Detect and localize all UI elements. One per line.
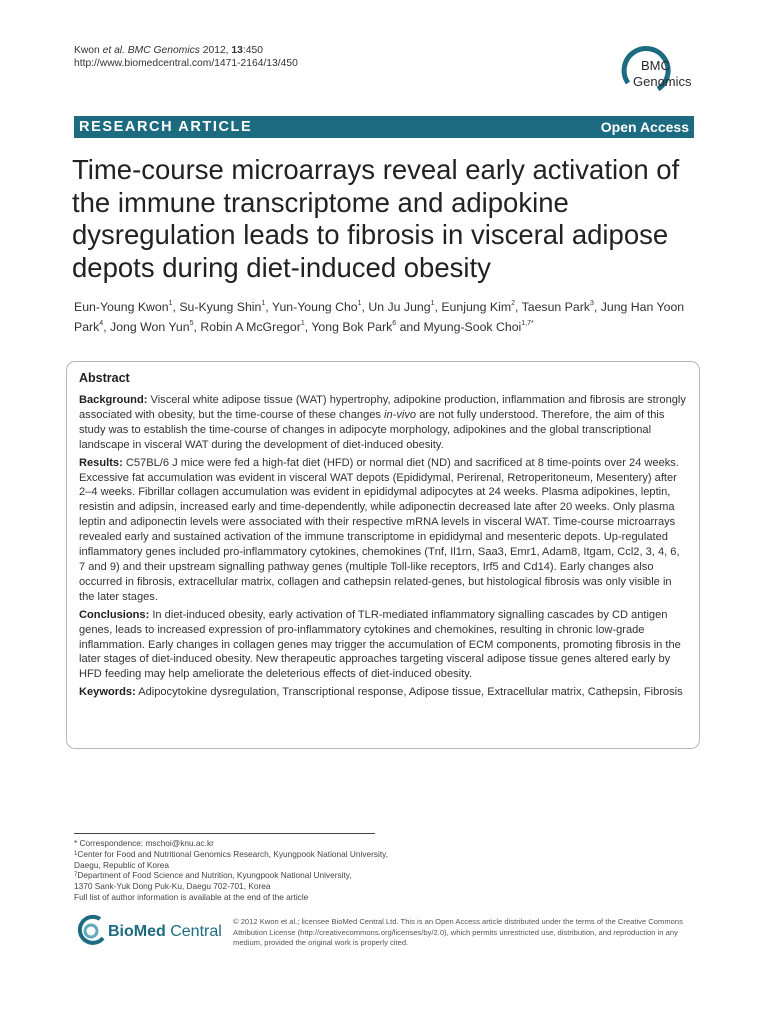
bmc-genomics-logo [614, 41, 698, 99]
author-affiliation: 1 [261, 300, 266, 307]
article-type-banner [74, 116, 694, 138]
biomed-central-logo [74, 910, 224, 952]
abstract-heading: Abstract [79, 371, 130, 385]
author-affiliation: 2 [511, 300, 515, 307]
abstract-results: Results: C57BL/6 J mice were fed a high-fat diet (HFD) or normal diet (ND) and sacrificed at 8 time-points over 24 weeks. Excessive fat accumulation was evident in visceral WAT depots (Epididymal, Perirenal, Retroperitoneum, Mesentery) after 2–4 weeks. Fibrillar collagen accumulation was evident in epididymal adipocytes at 24 weeks. Plasma adipokines, leptin, resistin and adipsin, increased early and time-dependently, while adiponectin decreased late after 20 weeks. Only plasma leptin and adiponectin levels were associated with their respective mRNA levels in visceral WAT. Time-course microarrays revealed early and sustained activation of the immune transcriptome in epididymal and mesenteric depots. Up-regulated inflammatory genes included pro-inflammatory cytokines, chemokines (Tnf, Il1rn, Saa3, Emr1, Adam8, Itgam, Ccl2, 3, 4, 6, 7 and 9) and their upstream signalling pathway genes (multiple Toll-like receptors, Irf5 and Cd14). Early changes also occurred in fibrosis, extracellular matrix, collagen and cathepsin related-genes, but histological fibrosis was only visible in the later stages. [79, 456, 680, 603]
abstract-conclusions: Conclusions: In diet-induced obesity, early activation of TLR-mediated inflammatory signalling cascades by CD antigen genes, leads to increased expression of pro-inflammatory cytokines and chemokines, resulting in chronic low-grade inflammation. Early changes in collagen genes may trigger the accumulation of ECM components, promoting fibrosis in the later stages of diet-induced obesity. New therapeutic approaches targeting visceral adipose tissue genes altered early by HFD feeding may help ameliorate the deleterious effects of diet-induced obesity. [79, 608, 681, 681]
author-separator: , [304, 320, 312, 334]
author-separator: , [361, 300, 369, 314]
author-name: Eun-Young Kwon [74, 300, 169, 314]
author-name: Su-Kyung Shin [179, 300, 262, 314]
article-type-label: RESEARCH ARTICLE [79, 119, 253, 135]
author-name: Robin A McGregor [200, 320, 301, 334]
abstract-box [66, 361, 700, 749]
footnote-divider [74, 833, 375, 834]
author-separator: , [103, 320, 111, 334]
author-affiliation: 1,7* [521, 320, 534, 327]
author-affiliation: 6 [392, 320, 397, 327]
biomed-swirl-icon [74, 910, 108, 952]
author-separator: , [593, 300, 601, 314]
author-separator: , [514, 300, 522, 314]
author-affiliation: 1 [357, 300, 362, 307]
author-name: Myung-Sook Choi [423, 320, 522, 334]
citation-header [74, 44, 298, 70]
author-separator: , [434, 300, 442, 314]
logo-text-bmc: BMC [641, 58, 670, 73]
journal-line: Kwon et al. BMC Genomics 2012, 13:450 [74, 45, 263, 56]
author-separator: , [265, 300, 272, 314]
author-name: Yong Bok Park [311, 320, 393, 334]
author-name: Jong Won Yun [110, 320, 190, 334]
author-name: Jung Han Yoon Park [74, 300, 685, 334]
author-affiliation: 3 [589, 300, 594, 307]
abstract-keywords: Keywords: Adipocytokine dysregulation, Transcriptional response, Adipose tissue, Extracellular matrix, Cathepsin, Fibrosis [79, 686, 683, 699]
affiliation-1: $^1$Center for Food and Nutritional Genomics Research, Kyungpook National University, Daegu, Republic of Korea [74, 848, 389, 870]
logo-text-genomics: Genomics [633, 74, 692, 89]
author-name: Taesun Park [521, 300, 590, 314]
affiliation-7: $^7$Department of Food Science and Nutrition, Kyungpook National University, 1370 Sank-Yuk Dong Puk-Ku, Daegu 702-701, Korea [74, 870, 352, 892]
author-name: Un Ju Jung [368, 300, 431, 314]
author-separator: and [396, 320, 424, 334]
full-list-note: Full list of author information is available at the end of the article [74, 891, 309, 902]
author-separator: , [193, 320, 201, 334]
author-affiliation: 1 [430, 300, 435, 307]
author-affiliation: 1 [300, 320, 305, 327]
author-name: Yun-Young Cho [271, 300, 358, 314]
footnotes [74, 838, 394, 903]
author-affiliation: 4 [99, 320, 104, 327]
article-title: Time-course microarrays reveal early activation of the immune transcriptome and adipokine dysregulation leads to fibrosis in visceral adipose depots during diet-induced obesity [72, 154, 680, 283]
article-url[interactable]: http://www.biomedcentral.com/1471-2164/13/450 [74, 58, 298, 69]
correspondence[interactable]: * Correspondence: mschoi@knu.ac.kr [74, 838, 214, 848]
author-affiliation: 1 [168, 300, 173, 307]
author-name: Eunjung Kim [441, 300, 512, 314]
author-separator: , [172, 300, 180, 314]
license-text: © 2012 Kwon et al.; licensee BioMed Central Ltd. This is an Open Access article distributed under the terms of the Creative Commons Attribution License (http://creativecommons.org/licenses/by/2.0), which permits unrestricted use, distribution, and reproduction in any medium, provided the original work is properly cited. [233, 917, 683, 948]
biomed-logo-text: BioMed Central [108, 923, 222, 940]
abstract-background: Background: Visceral white adipose tissue (WAT) hypertrophy, adipokine production, inflammation and fibrosis are strongly associated with obesity, but the time-course of these changes in-vivo are not fully understood. Therefore, the aim of this study was to establish the time-course of changes in adipocyte morphology, adipokines and the global transcriptional landscape in visceral WAT during the development of diet-induced obesity. [79, 394, 686, 451]
author-affiliation: 5 [189, 320, 194, 327]
author-list [74, 297, 704, 337]
open-access-label: Open Access [600, 119, 689, 135]
